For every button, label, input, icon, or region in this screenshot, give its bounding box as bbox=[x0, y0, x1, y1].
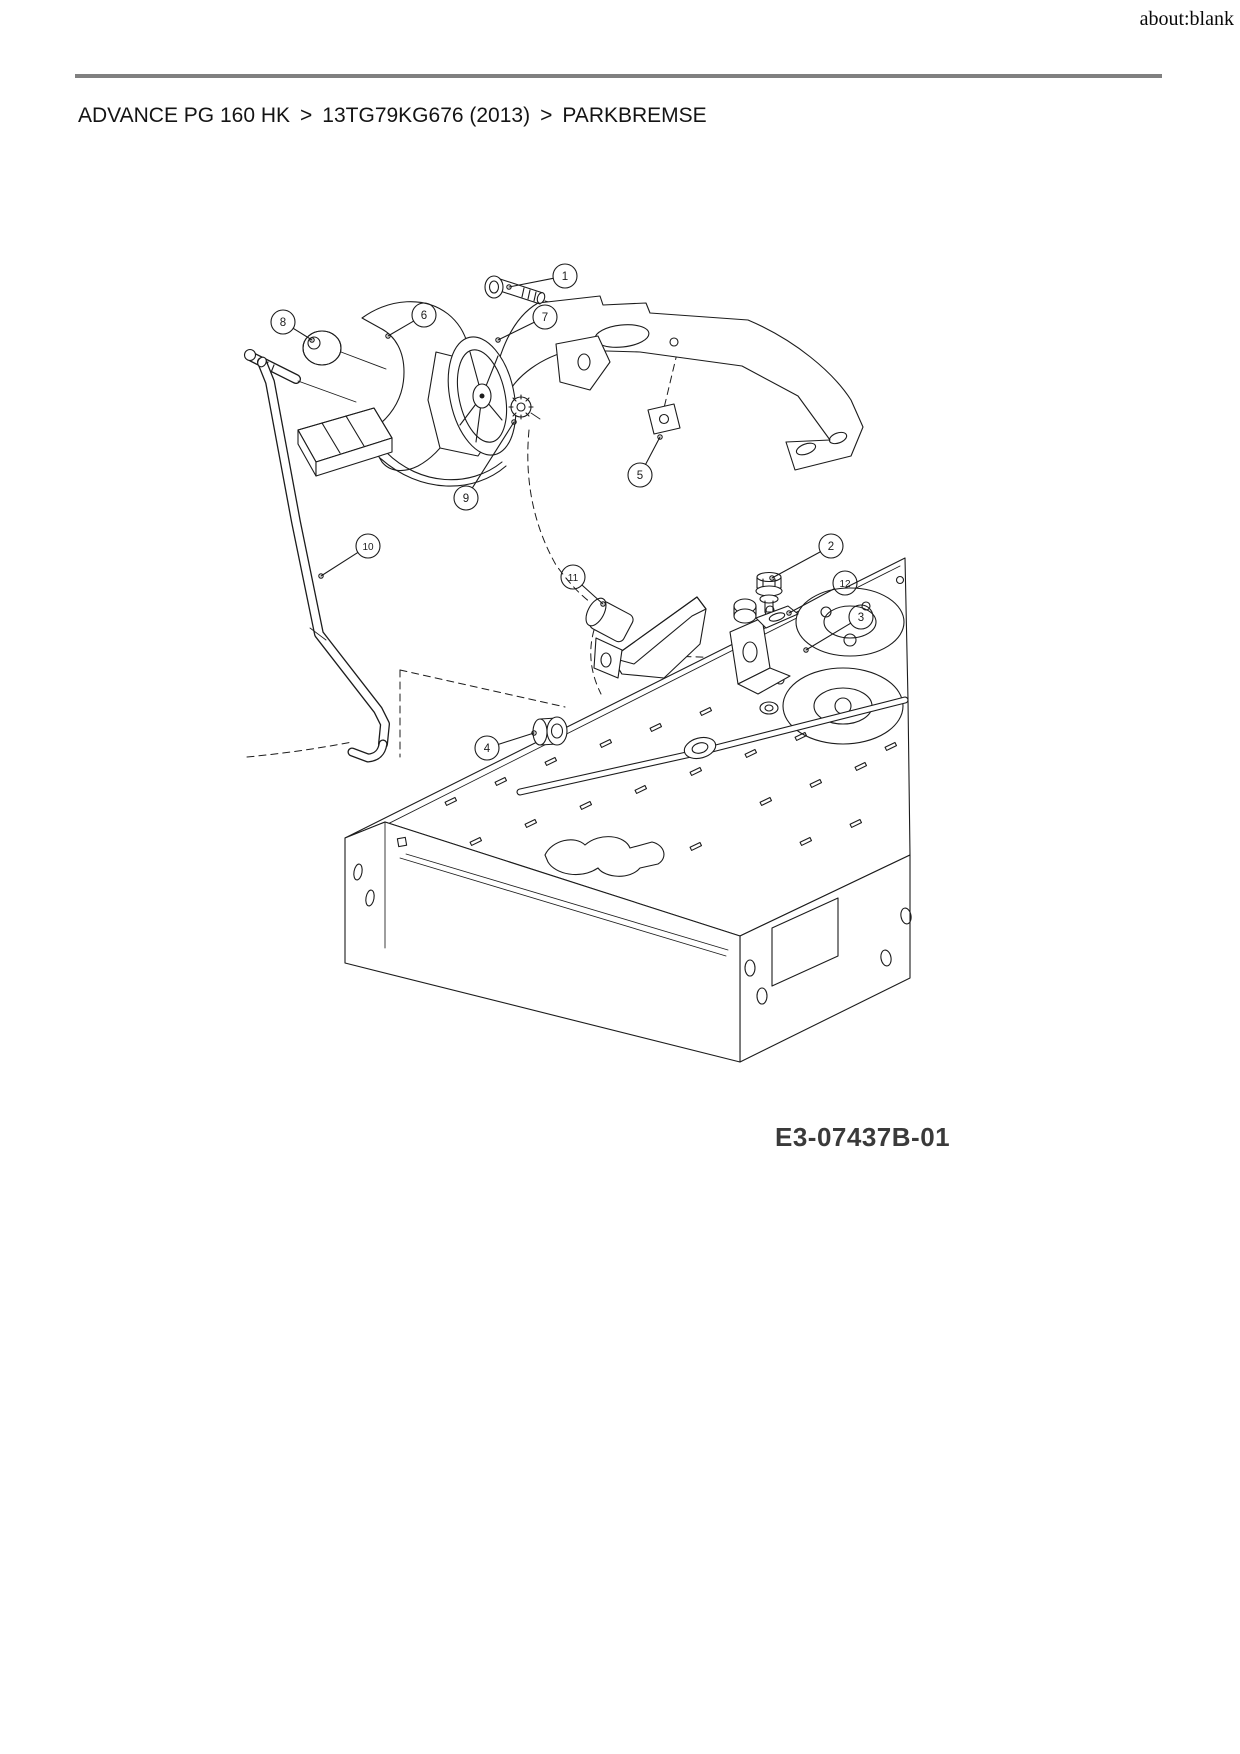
print-header-url: about:blank bbox=[1139, 8, 1234, 30]
breadcrumb-section: PARKBREMSE bbox=[562, 104, 707, 127]
bracket-pivot-ear bbox=[556, 336, 610, 390]
callout-2 bbox=[770, 534, 843, 580]
breadcrumb-separator: > bbox=[300, 104, 313, 127]
spring-part-8 bbox=[303, 331, 386, 369]
hex-bolt-part-1 bbox=[485, 276, 546, 304]
svg-text:2: 2 bbox=[827, 540, 835, 553]
flange-nut-part-4 bbox=[533, 717, 567, 745]
callout-11 bbox=[561, 565, 605, 606]
spacer-sleeve-part-11 bbox=[582, 595, 635, 644]
clip-nut-part-5 bbox=[648, 404, 680, 434]
callout-8 bbox=[271, 310, 314, 342]
breadcrumb-separator: > bbox=[540, 104, 553, 127]
breadcrumb-model: ADVANCE PG 160 HK bbox=[78, 104, 291, 127]
diagram-code-label: E3-07437B-01 bbox=[775, 1122, 951, 1152]
svg-text:1: 1 bbox=[561, 270, 569, 283]
callout-1 bbox=[507, 264, 577, 289]
svg-text:12: 12 bbox=[839, 578, 851, 590]
svg-text:8: 8 bbox=[279, 316, 287, 329]
svg-text:11: 11 bbox=[567, 572, 579, 584]
callout-10 bbox=[319, 534, 380, 578]
svg-text:4: 4 bbox=[483, 742, 491, 755]
svg-text:6: 6 bbox=[420, 309, 428, 322]
pawl-gear-part-9 bbox=[509, 395, 540, 419]
svg-text:5: 5 bbox=[636, 469, 644, 482]
pedal-foot-pad bbox=[298, 408, 392, 476]
svg-text:7: 7 bbox=[541, 311, 549, 324]
svg-text:10: 10 bbox=[362, 541, 374, 553]
breadcrumb-article: 13TG79KG676 (2013) bbox=[322, 104, 531, 127]
svg-text:9: 9 bbox=[462, 492, 470, 505]
chassis-plate-part-3 bbox=[345, 558, 912, 1062]
svg-text:3: 3 bbox=[857, 611, 865, 624]
callout-5 bbox=[628, 435, 662, 487]
